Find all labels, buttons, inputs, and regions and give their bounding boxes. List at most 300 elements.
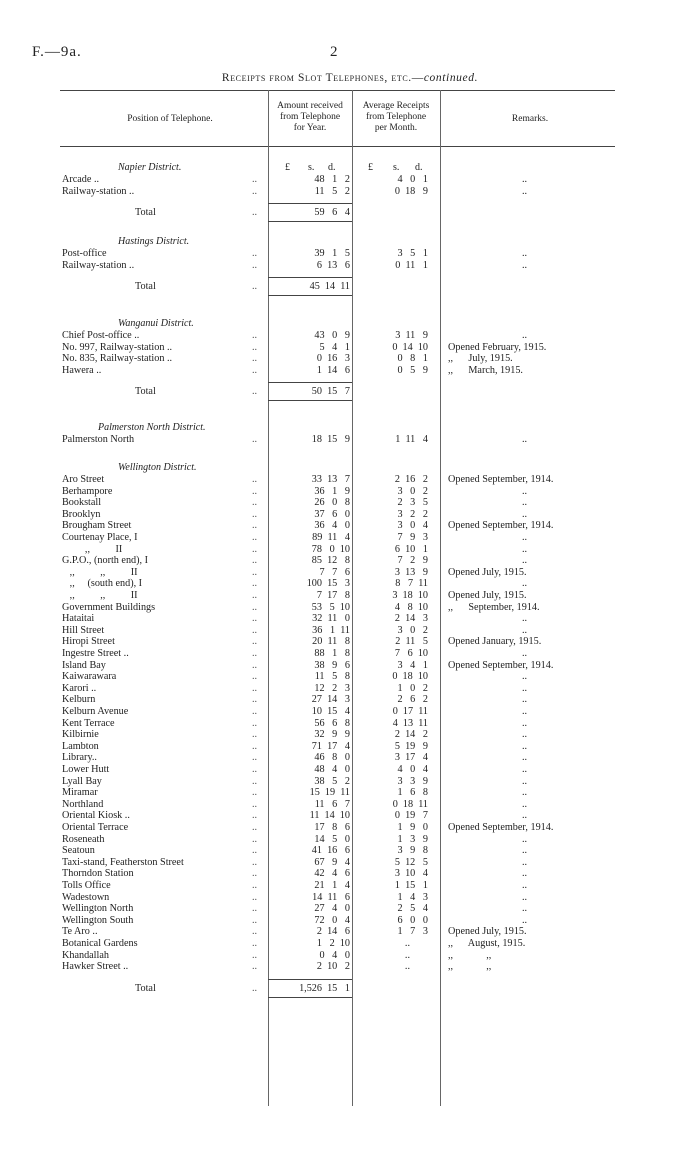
amount-received: 14 11 6	[312, 891, 350, 903]
leader-dots: ..	[252, 281, 258, 293]
total-label: Total	[135, 982, 156, 994]
total-amount: 45 14 11	[309, 281, 350, 293]
remarks: ,, September, 1914.	[448, 601, 540, 613]
telephone-position: Oriental Kiosk ..	[62, 810, 130, 822]
district-heading: Wanganui District.	[118, 318, 194, 329]
table-row	[0, 474, 700, 485]
average-receipts: 0 19 7	[394, 810, 428, 822]
telephone-position: Kelburn	[62, 694, 96, 706]
average-receipts: 1 15 1	[394, 880, 428, 891]
amount-received: 1 14 6	[316, 364, 350, 376]
district-heading: Hastings District.	[118, 236, 190, 247]
leader-dots: ..	[252, 590, 258, 601]
average-receipts: 1 4 3	[397, 891, 428, 903]
total-amount: 59 6 4	[314, 207, 350, 219]
amount-received: 11 14 10	[309, 810, 350, 822]
average-receipts: 1 9 0	[397, 822, 428, 833]
average-receipts: 3 5 1	[397, 248, 428, 259]
leader-dots: ..	[252, 694, 258, 706]
column-header-remarks: Remarks.	[511, 114, 549, 124]
unit-pence: d.	[328, 162, 336, 173]
amount-received: 48 1 2	[314, 174, 350, 185]
remarks: ,, July, 1915.	[448, 353, 513, 365]
telephone-position: No. 835, Railway-station ..	[62, 353, 173, 365]
table-row	[0, 486, 700, 497]
telephone-position: Kilbirnie	[62, 729, 99, 741]
column-divider	[440, 90, 441, 146]
average-receipts: 1 7 3	[397, 926, 428, 938]
total-rule	[268, 203, 352, 204]
remarks: ..	[522, 248, 528, 259]
telephone-position: Government Buildings	[62, 601, 156, 613]
table-row	[0, 330, 700, 341]
amount-received: 32 11 0	[312, 613, 350, 625]
table-row	[0, 845, 700, 856]
title-continued: continued.	[423, 72, 479, 84]
amount-received: 67 9 4	[314, 856, 350, 868]
amount-received: 100 15 3	[306, 578, 350, 590]
remarks: ..	[522, 729, 528, 741]
leader-dots: ..	[252, 659, 258, 671]
table-row	[0, 787, 700, 798]
document-reference: F.—9a.	[32, 44, 82, 60]
average-receipts: 0 5 9	[397, 364, 428, 376]
amount-received: 72 0 4	[314, 914, 350, 926]
column-header-position: Position of Telephone.	[127, 114, 213, 124]
leader-dots: ..	[252, 706, 258, 717]
amount-received: 12 2 3	[314, 682, 350, 694]
remarks: ..	[522, 578, 528, 590]
table-row	[0, 613, 700, 624]
table-row	[0, 764, 700, 775]
telephone-position: Wellington South	[62, 914, 134, 926]
remarks: ..	[522, 798, 528, 810]
amount-received: 21 1 4	[314, 880, 350, 891]
amount-received: 32 9 9	[314, 729, 350, 741]
remarks: Opened February, 1915.	[448, 341, 547, 353]
telephone-position: Hataitai	[62, 613, 95, 625]
average-receipts: 3 0 4	[397, 520, 428, 532]
unit-pence: d.	[415, 162, 423, 173]
table-row	[0, 365, 700, 376]
table-row	[0, 915, 700, 926]
total-label: Total	[135, 207, 156, 219]
average-receipts: 0 18 9	[394, 185, 428, 197]
leader-dots: ..	[252, 903, 258, 915]
remarks: ..	[522, 764, 528, 775]
average-receipts: ..	[404, 938, 410, 949]
leader-dots: ..	[252, 671, 258, 683]
table-row	[0, 636, 700, 647]
telephone-position: Brougham Street	[62, 520, 132, 532]
leader-dots: ..	[252, 926, 258, 938]
amount-received: 7 17 8	[316, 590, 350, 601]
leader-dots: ..	[252, 434, 258, 445]
telephone-position: Railway-station ..	[62, 259, 135, 271]
leader-dots: ..	[252, 624, 258, 636]
remarks: Opened September, 1914.	[448, 659, 554, 671]
page-number: 2	[330, 44, 338, 60]
table-row	[0, 752, 700, 763]
leader-dots: ..	[252, 717, 258, 729]
telephone-position: G.P.O., (north end), I	[62, 555, 149, 567]
remarks: ..	[522, 810, 528, 822]
average-receipts: 2 11 5	[395, 636, 428, 648]
telephone-position: Wadestown	[62, 891, 110, 903]
leader-dots: ..	[252, 938, 258, 949]
remarks: ..	[522, 845, 528, 857]
average-receipts: 1 3 9	[397, 833, 428, 845]
table-row	[0, 260, 700, 271]
average-receipts: 6 0 0	[397, 914, 428, 926]
table-row	[0, 509, 700, 520]
leader-dots: ..	[252, 648, 258, 659]
amount-received: 36 1 11	[312, 624, 350, 636]
remarks: ..	[522, 880, 528, 891]
table-row	[0, 602, 700, 613]
table-row	[0, 810, 700, 821]
table-row	[0, 434, 700, 445]
amount-received: 0 16 3	[316, 353, 350, 365]
table-row	[0, 520, 700, 531]
table-row	[0, 868, 700, 879]
amount-received: 37 6 0	[314, 508, 350, 520]
telephone-position: Miramar	[62, 787, 98, 799]
telephone-position: ,, ,, II	[62, 566, 138, 578]
telephone-position: Lambton	[62, 740, 99, 752]
leader-dots: ..	[252, 543, 258, 555]
table-row	[0, 880, 700, 891]
table-row	[0, 590, 700, 601]
amount-received: 41 16 6	[311, 845, 350, 857]
amount-received: 17 8 6	[314, 822, 350, 833]
total-amount: 1,526 15 1	[299, 982, 350, 994]
amount-received: 5 4 1	[319, 341, 350, 353]
average-receipts: 1 11 4	[395, 434, 428, 445]
remarks: Opened September, 1914.	[448, 520, 554, 532]
remarks: Opened July, 1915.	[448, 926, 527, 938]
table-row	[0, 578, 700, 589]
district-heading: Napier District.	[118, 162, 182, 173]
telephone-position: Te Aro ..	[62, 926, 98, 938]
remarks: ..	[522, 259, 528, 271]
average-receipts: 0 14 10	[392, 341, 428, 353]
table-row	[0, 799, 700, 810]
average-receipts: 0 8 1	[397, 353, 428, 365]
average-receipts: 3 4 1	[397, 659, 428, 671]
remarks: ..	[522, 508, 528, 520]
leader-dots: ..	[252, 752, 258, 764]
average-receipts: 3 11 9	[395, 330, 428, 341]
amount-received: 89 11 4	[312, 532, 350, 543]
amount-received: 26 0 8	[314, 497, 350, 509]
amount-received: 85 12 8	[311, 555, 350, 567]
telephone-position: Aro Street	[62, 474, 105, 485]
total-label: Total	[135, 386, 156, 398]
leader-dots: ..	[252, 880, 258, 891]
total-rule	[268, 277, 352, 278]
total-row	[0, 386, 700, 397]
total-rule	[268, 979, 352, 980]
average-receipts: 1 0 2	[397, 682, 428, 694]
table-row	[0, 834, 700, 845]
amount-received: 14 5 0	[314, 833, 350, 845]
telephone-position: Hawera ..	[62, 364, 102, 376]
remarks: ..	[522, 671, 528, 683]
leader-dots: ..	[252, 520, 258, 532]
average-receipts: 2 14 2	[394, 729, 428, 741]
remarks: ..	[522, 706, 528, 717]
table-row	[0, 961, 700, 972]
table-row	[0, 532, 700, 543]
telephone-position: Hawker Street ..	[62, 961, 129, 973]
amount-received: 48 4 0	[314, 764, 350, 775]
table-row	[0, 174, 700, 185]
amount-received: 38 9 6	[314, 659, 350, 671]
amount-received: 7 7 6	[319, 566, 350, 578]
average-receipts: 3 0 2	[397, 624, 428, 636]
header-top-rule	[60, 90, 615, 91]
remarks: ..	[522, 833, 528, 845]
telephone-position: Berhampore	[62, 485, 113, 497]
telephone-position: Hiropi Street	[62, 636, 115, 648]
average-receipts: 2 3 5	[397, 497, 428, 509]
amount-received: 42 4 6	[314, 868, 350, 880]
table-row	[0, 671, 700, 682]
average-receipts: 0 18 10	[392, 671, 428, 683]
leader-dots: ..	[252, 845, 258, 857]
remarks: ..	[522, 740, 528, 752]
remarks: ,, ,,	[448, 961, 492, 973]
telephone-position: Thorndon Station	[62, 868, 134, 880]
table-row	[0, 776, 700, 787]
amount-received: 27 14 3	[311, 694, 350, 706]
remarks: ..	[522, 174, 528, 185]
leader-dots: ..	[252, 868, 258, 880]
remarks: ..	[522, 330, 528, 341]
telephone-position: Khandallah	[62, 949, 109, 961]
table-row	[0, 741, 700, 752]
unit-pound: £	[285, 162, 290, 173]
leader-dots: ..	[252, 949, 258, 961]
remarks: ..	[522, 717, 528, 729]
table-row	[0, 694, 700, 705]
leader-dots: ..	[252, 982, 258, 994]
amount-received: 2 10 2	[316, 961, 350, 973]
leader-dots: ..	[252, 353, 258, 365]
leader-dots: ..	[252, 330, 258, 341]
telephone-position: Arcade ..	[62, 174, 100, 185]
amount-received: 53 5 10	[311, 601, 350, 613]
amount-received: 18 15 9	[311, 434, 350, 445]
total-amount: 50 15 7	[311, 386, 350, 398]
total-row	[0, 983, 700, 994]
table-row	[0, 342, 700, 353]
leader-dots: ..	[252, 856, 258, 868]
leader-dots: ..	[252, 764, 258, 775]
total-rule	[268, 997, 352, 998]
telephone-position: No. 997, Railway-station ..	[62, 341, 173, 353]
table-row	[0, 857, 700, 868]
amount-received: 11 6 7	[314, 798, 350, 810]
leader-dots: ..	[252, 613, 258, 625]
average-receipts: 3 18 10	[392, 590, 428, 601]
table-row	[0, 683, 700, 694]
average-receipts: 2 16 2	[394, 474, 428, 485]
average-receipts: 0 17 11	[392, 706, 428, 717]
telephone-position: Railway-station ..	[62, 185, 135, 197]
leader-dots: ..	[252, 740, 258, 752]
average-receipts: 7 6 10	[394, 648, 428, 659]
telephone-position: Bookstall	[62, 497, 102, 509]
leader-dots: ..	[252, 259, 258, 271]
average-receipts: 4 8 10	[394, 601, 428, 613]
total-row	[0, 281, 700, 292]
remarks: ..	[522, 434, 528, 445]
remarks: ..	[522, 485, 528, 497]
remarks: ..	[522, 497, 528, 509]
column-header-amount: Amount received from Telephone for Year.	[277, 101, 343, 133]
telephone-position: Kent Terrace	[62, 717, 115, 729]
remarks: Opened September, 1914.	[448, 822, 554, 833]
telephone-position: ,, (south end), I	[62, 578, 143, 590]
remarks: ..	[522, 185, 528, 197]
telephone-position: Brooklyn	[62, 508, 101, 520]
remarks: Opened September, 1914.	[448, 474, 554, 485]
telephone-position: Roseneath	[62, 833, 105, 845]
average-receipts: 1 6 8	[397, 787, 428, 799]
remarks: ..	[522, 914, 528, 926]
leader-dots: ..	[252, 775, 258, 787]
average-receipts: 8 7 11	[395, 578, 428, 590]
amount-received: 78 0 10	[311, 543, 350, 555]
telephone-position: Lower Hutt	[62, 764, 110, 775]
average-receipts: 4 0 1	[397, 174, 428, 185]
telephone-position: ,, II	[62, 543, 123, 555]
amount-received: 71 17 4	[311, 740, 350, 752]
average-receipts: 2 6 2	[397, 694, 428, 706]
average-receipts: 3 3 9	[397, 775, 428, 787]
table-row	[0, 544, 700, 555]
total-rule	[268, 221, 352, 222]
average-receipts: 3 0 2	[397, 485, 428, 497]
telephone-position: Seatoun	[62, 845, 95, 857]
unit-pound: £	[368, 162, 373, 173]
remarks: Opened July, 1915.	[448, 590, 527, 601]
remarks: ..	[522, 648, 528, 659]
remarks: ..	[522, 682, 528, 694]
leader-dots: ..	[252, 833, 258, 845]
leader-dots: ..	[252, 566, 258, 578]
title-text: Receipts from Slot Telephones, etc.—	[221, 72, 424, 84]
amount-received: 27 4 0	[314, 903, 350, 915]
district-heading: Wellington District.	[118, 462, 197, 473]
leader-dots: ..	[252, 364, 258, 376]
remarks: ..	[522, 856, 528, 868]
remarks: ..	[522, 694, 528, 706]
average-receipts: 0 18 11	[392, 798, 428, 810]
table-row	[0, 248, 700, 259]
leader-dots: ..	[252, 508, 258, 520]
average-receipts: 3 17 4	[394, 752, 428, 764]
amount-received: 6 13 6	[316, 259, 350, 271]
amount-received: 11 5 2	[314, 185, 350, 197]
total-rule	[268, 400, 352, 401]
table-row	[0, 938, 700, 949]
amount-received: 43 0 9	[314, 330, 350, 341]
leader-dots: ..	[252, 822, 258, 833]
remarks: ..	[522, 868, 528, 880]
telephone-position: Lyall Bay	[62, 775, 102, 787]
average-receipts: ..	[404, 961, 410, 973]
table-row	[0, 950, 700, 961]
leader-dots: ..	[252, 682, 258, 694]
table-row	[0, 706, 700, 717]
average-receipts: 5 12 5	[394, 856, 428, 868]
table-row	[0, 892, 700, 903]
remarks: Opened July, 1915.	[448, 566, 527, 578]
telephone-position: Northland	[62, 798, 104, 810]
telephone-position: Karori ..	[62, 682, 97, 694]
amount-received: 56 6 8	[314, 717, 350, 729]
leader-dots: ..	[252, 891, 258, 903]
remarks: ..	[522, 613, 528, 625]
remarks: ..	[522, 532, 528, 543]
telephone-position: Palmerston North	[62, 434, 135, 445]
total-row	[0, 207, 700, 218]
leader-dots: ..	[252, 532, 258, 543]
telephone-position: Ingestre Street ..	[62, 648, 129, 659]
table-row	[0, 729, 700, 740]
remarks: ..	[522, 555, 528, 567]
amount-received: 0 4 0	[319, 949, 350, 961]
remarks: ..	[522, 543, 528, 555]
leader-dots: ..	[252, 787, 258, 799]
amount-received: 33 13 7	[311, 474, 350, 485]
telephone-position: Library..	[62, 752, 97, 764]
amount-received: 2 14 6	[316, 926, 350, 938]
amount-received: 36 1 9	[314, 485, 350, 497]
total-rule	[268, 382, 352, 383]
average-receipts: 7 9 3	[397, 532, 428, 543]
average-receipts: 7 2 9	[397, 555, 428, 567]
remarks: Opened January, 1915.	[448, 636, 542, 648]
telephone-position: Post-office	[62, 248, 107, 259]
average-receipts: 3 10 4	[394, 868, 428, 880]
amount-received: 20 11 8	[312, 636, 350, 648]
table-row	[0, 567, 700, 578]
leader-dots: ..	[252, 555, 258, 567]
leader-dots: ..	[252, 961, 258, 973]
table-row	[0, 555, 700, 566]
average-receipts: ..	[404, 949, 410, 961]
telephone-position: Kelburn Avenue	[62, 706, 129, 717]
table-row	[0, 186, 700, 197]
leader-dots: ..	[252, 248, 258, 259]
leader-dots: ..	[252, 485, 258, 497]
district-heading: Palmerston North District.	[98, 422, 206, 433]
table-row	[0, 625, 700, 636]
table-row	[0, 903, 700, 914]
remarks: ,, ,,	[448, 949, 492, 961]
leader-dots: ..	[252, 601, 258, 613]
remarks: ..	[522, 787, 528, 799]
telephone-position: Hill Street	[62, 624, 105, 636]
average-receipts: 3 2 2	[397, 508, 428, 520]
column-header-average: Average Receipts from Telephone per Month.	[362, 101, 430, 133]
telephone-position: ,, ,, II	[62, 590, 138, 601]
header-bottom-rule	[60, 146, 615, 147]
